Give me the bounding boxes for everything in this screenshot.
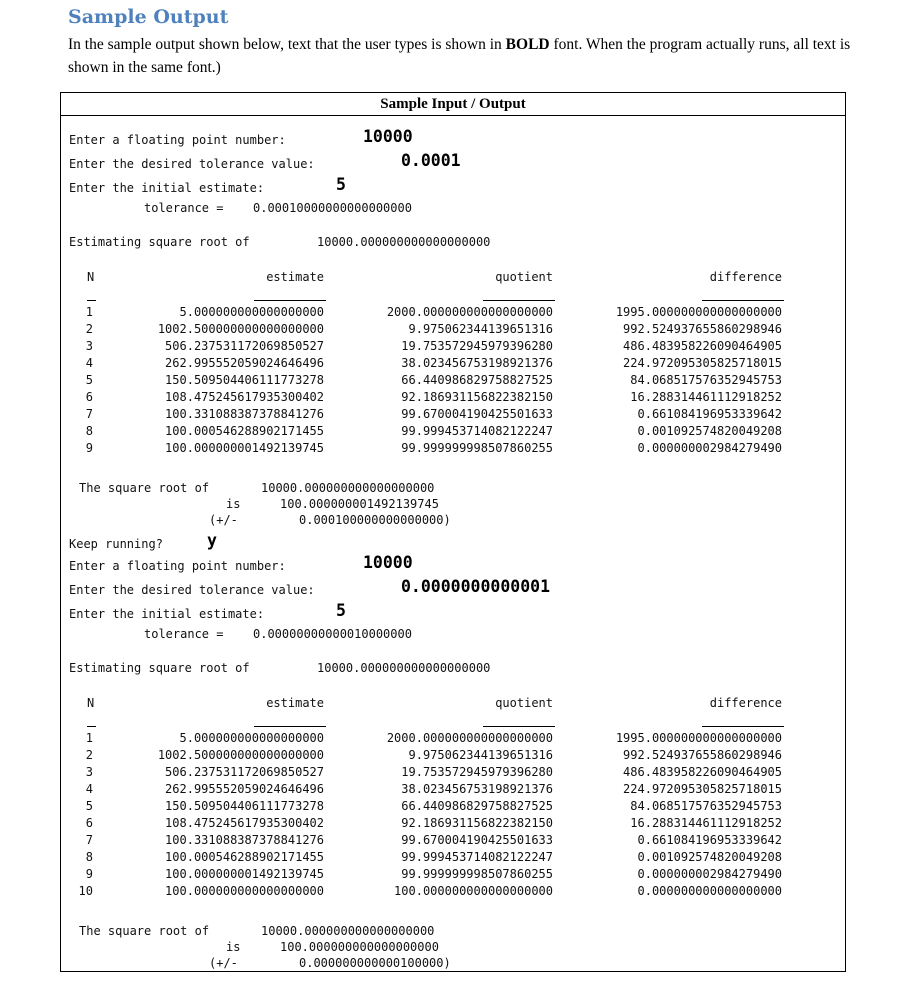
- result-pm-value: 0.000100000000000000): [299, 513, 451, 527]
- float-prompt: Enter a floating point number:: [69, 559, 286, 573]
- col-header-estimate: estimate: [266, 270, 324, 284]
- tolerance-prompt: Enter the desired tolerance value:: [69, 583, 315, 597]
- col-header-quotient: quotient: [495, 696, 553, 710]
- table-row-n: 6: [85, 816, 93, 830]
- table-row-quotient: 92.186931156822382150: [401, 816, 553, 830]
- result-value: 10000.000000000000000000: [261, 481, 435, 495]
- result-label: The square root of: [79, 481, 210, 495]
- table-row-estimate: 100.331088387378841276: [165, 407, 324, 421]
- table-row-quotient: 99.999999998507860255: [401, 867, 553, 881]
- user-number-input: 10000: [363, 127, 413, 146]
- result-value: 10000.000000000000000000: [261, 924, 435, 938]
- table-row-difference: 0.001092574820049208: [637, 424, 782, 438]
- table-row-difference: 486.483958226090464905: [623, 339, 782, 353]
- table-row-estimate: 108.475245617935300402: [165, 390, 324, 404]
- table-row-quotient: 66.440986829758827525: [401, 373, 553, 387]
- table-row-estimate: 1002.500000000000000000: [157, 322, 324, 336]
- table-row-estimate: 100.000000001492139745: [165, 441, 324, 455]
- table-row-difference: 84.068517576352945753: [630, 799, 782, 813]
- table-row-quotient: 99.999453714082122247: [401, 424, 553, 438]
- table-row-quotient: 2000.000000000000000000: [386, 731, 553, 745]
- table-row-quotient: 99.670004190425501633: [401, 407, 553, 421]
- table-row-estimate: 262.995552059024646496: [165, 356, 324, 370]
- table-row-quotient: 19.753572945979396280: [401, 339, 553, 353]
- table-row-difference: 1995.000000000000000000: [615, 731, 782, 745]
- table-row-difference: 0.000000002984279490: [637, 441, 782, 455]
- table-row-difference: 224.972095305825718015: [623, 782, 782, 796]
- table-row-estimate: 5.000000000000000000: [179, 305, 324, 319]
- table-row-n: 2: [85, 748, 93, 762]
- estimate-prompt: Enter the initial estimate:: [69, 607, 265, 621]
- estimating-value: 10000.000000000000000000: [317, 235, 491, 249]
- box-title: Sample Input / Output: [61, 93, 845, 116]
- table-row-difference: 486.483958226090464905: [623, 765, 782, 779]
- result-is-label: is: [226, 940, 241, 954]
- table-row-n: 7: [85, 833, 93, 847]
- user-estimate-input: 5: [336, 601, 346, 620]
- table-row-n: 4: [85, 782, 93, 796]
- estimate-prompt: Enter the initial estimate:: [69, 181, 265, 195]
- table-row-difference: 0.661084196953339642: [637, 833, 782, 847]
- table-row-n: 9: [85, 867, 93, 881]
- table-row-quotient: 92.186931156822382150: [401, 390, 553, 404]
- table-row-n: 8: [85, 424, 93, 438]
- table-row-estimate: 5.000000000000000000: [179, 731, 324, 745]
- table-row-difference: 992.524937655860298946: [623, 322, 782, 336]
- table-row-difference: 16.288314461112918252: [630, 816, 782, 830]
- table-row-estimate: 262.995552059024646496: [165, 782, 324, 796]
- result-is-value: 100.000000001492139745: [280, 497, 439, 511]
- tolerance-prompt: Enter the desired tolerance value:: [69, 157, 315, 171]
- table-row-difference: 84.068517576352945753: [630, 373, 782, 387]
- table-row-estimate: 100.000546288902171455: [165, 850, 324, 864]
- table-row-n: 3: [85, 339, 93, 353]
- table-row-n: 2: [85, 322, 93, 336]
- table-row-difference: 16.288314461112918252: [630, 390, 782, 404]
- table-row-quotient: 38.023456753198921376: [401, 782, 553, 796]
- underline-estimate: [254, 726, 326, 727]
- table-row-n: 8: [85, 850, 93, 864]
- table-row-n: 1: [85, 305, 93, 319]
- table-row-estimate: 506.237531172069850527: [165, 765, 324, 779]
- col-header-n: N: [87, 270, 95, 284]
- table-row-difference: 0.661084196953339642: [637, 407, 782, 421]
- table-row-quotient: 2000.000000000000000000: [386, 305, 553, 319]
- table-row-estimate: 506.237531172069850527: [165, 339, 324, 353]
- table-row-difference: 1995.000000000000000000: [615, 305, 782, 319]
- underline-difference: [702, 300, 784, 301]
- table-row-n: 1: [85, 731, 93, 745]
- table-row-difference: 0.000000002984279490: [637, 867, 782, 881]
- table-row-quotient: 9.975062344139651316: [408, 748, 553, 762]
- user-estimate-input: 5: [336, 175, 346, 194]
- table-row-quotient: 99.999999998507860255: [401, 441, 553, 455]
- table-row-quotient: 66.440986829758827525: [401, 799, 553, 813]
- table-row-estimate: 150.509504406111773278: [165, 373, 324, 387]
- table-row-quotient: 100.000000000000000000: [394, 884, 553, 898]
- float-prompt: Enter a floating point number:: [69, 133, 286, 147]
- table-row-quotient: 99.999453714082122247: [401, 850, 553, 864]
- user-tolerance-input: 0.0001: [401, 151, 461, 170]
- user-tolerance-input: 0.0000000000001: [401, 577, 551, 596]
- table-row-n: 9: [85, 441, 93, 455]
- user-number-input: 10000: [363, 553, 413, 572]
- table-row-estimate: 100.000546288902171455: [165, 424, 324, 438]
- section-heading: Sample Output: [68, 6, 229, 28]
- underline-n: [87, 300, 96, 301]
- table-row-n: 5: [85, 373, 93, 387]
- table-row-n: 5: [85, 799, 93, 813]
- user-keep-running-input: y: [207, 531, 217, 550]
- intro-bold-word: BOLD: [505, 36, 550, 53]
- table-row-estimate: 1002.500000000000000000: [157, 748, 324, 762]
- underline-quotient: [483, 726, 555, 727]
- intro-text-2: font. When the program actually runs, all text is shown in the same font.): [68, 36, 851, 76]
- estimating-value: 10000.000000000000000000: [317, 661, 491, 675]
- estimating-label: Estimating square root of: [69, 661, 250, 675]
- table-row-n: 10: [78, 884, 93, 898]
- table-row-quotient: 38.023456753198921376: [401, 356, 553, 370]
- underline-n: [87, 726, 96, 727]
- result-is-label: is: [226, 497, 241, 511]
- result-pm-label: (+/-: [209, 513, 238, 527]
- table-row-n: 7: [85, 407, 93, 421]
- result-pm-value: 0.000000000000100000): [299, 956, 451, 970]
- table-row-quotient: 19.753572945979396280: [401, 765, 553, 779]
- table-row-estimate: 108.475245617935300402: [165, 816, 324, 830]
- tolerance-value: 0.00010000000000000000: [253, 201, 412, 215]
- col-header-n: N: [87, 696, 95, 710]
- result-pm-label: (+/-: [209, 956, 238, 970]
- keep-running-prompt: Keep running?: [69, 537, 163, 551]
- tolerance-label: tolerance =: [144, 627, 224, 641]
- table-row-difference: 0.000000000000000000: [637, 884, 782, 898]
- underline-estimate: [254, 300, 326, 301]
- table-row-n: 4: [85, 356, 93, 370]
- table-row-estimate: 100.000000001492139745: [165, 867, 324, 881]
- col-header-quotient: quotient: [495, 270, 553, 284]
- table-row-estimate: 150.509504406111773278: [165, 799, 324, 813]
- table-row-estimate: 100.331088387378841276: [165, 833, 324, 847]
- col-header-difference: difference: [709, 696, 782, 710]
- underline-quotient: [483, 300, 555, 301]
- underline-difference: [702, 726, 784, 727]
- result-label: The square root of: [79, 924, 210, 938]
- tolerance-value: 0.00000000000010000000: [253, 627, 412, 641]
- table-row-difference: 992.524937655860298946: [623, 748, 782, 762]
- table-row-difference: 224.972095305825718015: [623, 356, 782, 370]
- table-row-estimate: 100.000000000000000000: [165, 884, 324, 898]
- table-row-difference: 0.001092574820049208: [637, 850, 782, 864]
- table-row-quotient: 9.975062344139651316: [408, 322, 553, 336]
- table-row-quotient: 99.670004190425501633: [401, 833, 553, 847]
- col-header-estimate: estimate: [266, 696, 324, 710]
- col-header-difference: difference: [709, 270, 782, 284]
- result-is-value: 100.000000000000000000: [280, 940, 439, 954]
- estimating-label: Estimating square root of: [69, 235, 250, 249]
- tolerance-label: tolerance =: [144, 201, 224, 215]
- intro-text-1: In the sample output shown below, text that the user types is shown in: [68, 36, 506, 53]
- sample-io-box: [60, 92, 846, 972]
- table-row-n: 6: [85, 390, 93, 404]
- intro-paragraph: [68, 33, 858, 79]
- table-row-n: 3: [85, 765, 93, 779]
